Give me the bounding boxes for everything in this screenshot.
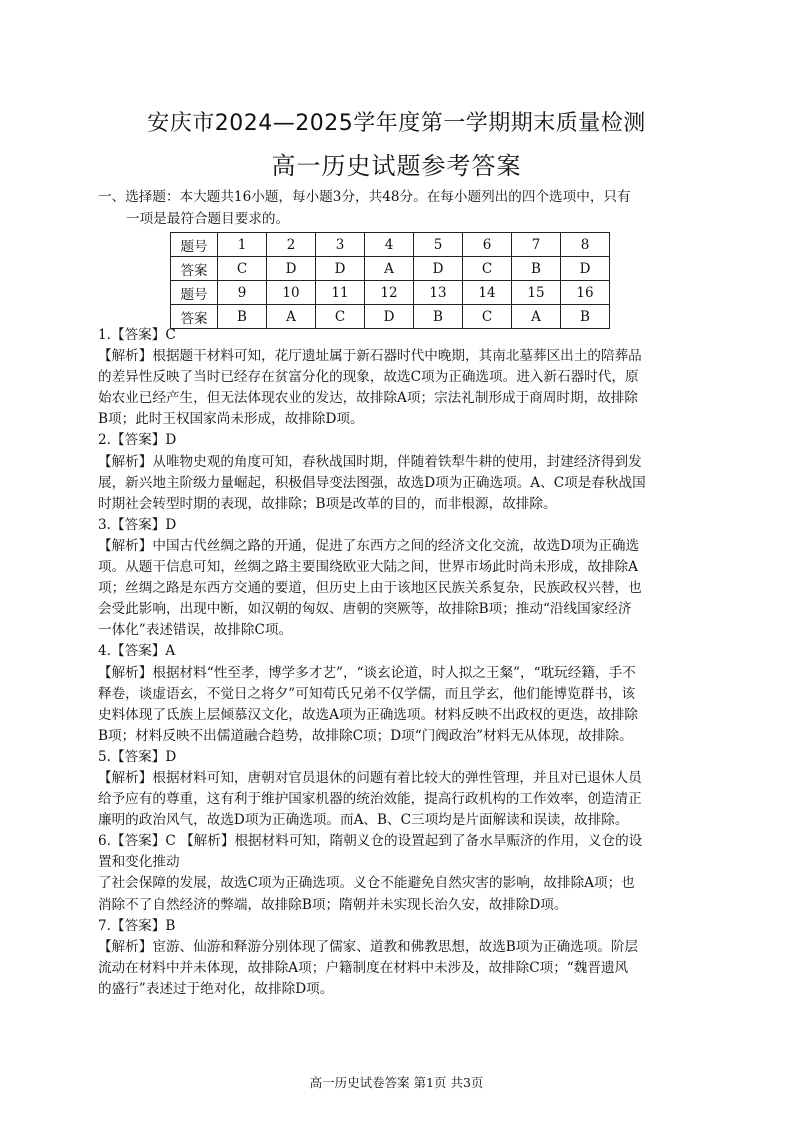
table-cell: 8 xyxy=(561,233,610,257)
text-line: 了社会保障的发展，故选C项为正确选项。义仓不能避免自然灾害的影响，故排除A项；也 xyxy=(98,875,635,892)
table-cell: A xyxy=(365,257,414,281)
text-line: 6.【答案】C 【解析】根据材料可知，隋朝义仓的设置起到了备水旱赈济的作用，义仓的设 xyxy=(98,833,643,850)
text-line: 给予应有的尊重，这有利于维护国家机器的统治效能，提高行政机构的工作效率，创造清正 xyxy=(98,791,642,808)
table-cell: 16 xyxy=(561,281,610,305)
section-intro-line: 一项是最符合题目要求的。 xyxy=(126,211,290,227)
text-line: 时期社会转型时期的表现，故排除；B项是改革的目的，而非根源，故排除。 xyxy=(98,495,557,512)
text-line: B项；材料反映不出儒道融合趋势，故排除C项；D项“门阀政治”材料无从体现，故排除。 xyxy=(98,727,633,744)
table-cell: D xyxy=(267,257,316,281)
table-row-header: 答案 xyxy=(171,305,218,329)
text-line: 2.【答案】D xyxy=(98,432,177,449)
document-subtitle: 高一历史试题参考答案 xyxy=(271,152,522,180)
table-cell: 13 xyxy=(414,281,463,305)
table-row xyxy=(171,257,610,281)
section-intro-line: 一、选择题：本大题共16小题，每小题3分，共48分。在每小题列出的四个选项中，只有 xyxy=(98,189,631,205)
document-title: 安庆市2024—2025学年度第一学期期末质量检测 xyxy=(147,111,646,136)
table-cell: D xyxy=(316,257,365,281)
table-cell: 2 xyxy=(267,233,316,257)
page-footer: 高一历史试卷答案 第1页 共3页 xyxy=(309,1075,484,1090)
text-line: 【解析】根据题干材料可知，花厅遗址属于新石器时代中晚期，其南北墓葬区出土的陪葬品 xyxy=(98,348,642,365)
text-line: 廉明的政治风气，故选D项为正确选项。而A、B、C三项均是片面解读和误读，故排除。 xyxy=(98,812,629,829)
table-cell: C xyxy=(463,257,512,281)
text-line: 的盛行”表述过于绝对化，故排除D项。 xyxy=(98,980,334,997)
table-cell: B xyxy=(561,305,610,329)
answer-table xyxy=(170,232,610,329)
table-cell: 10 xyxy=(267,281,316,305)
table-cell: B xyxy=(218,305,267,329)
table-row-header: 题号 xyxy=(171,233,218,257)
table-cell: 9 xyxy=(218,281,267,305)
text-line: 一体化”表述错误，故排除C项。 xyxy=(98,622,293,639)
table-row-header: 题号 xyxy=(171,281,218,305)
text-line: 7.【答案】B xyxy=(98,917,176,934)
table-cell: D xyxy=(561,257,610,281)
table-cell: C xyxy=(218,257,267,281)
table-cell: 3 xyxy=(316,233,365,257)
text-line: 置和变化推动 xyxy=(98,854,180,871)
table-cell: D xyxy=(365,305,414,329)
text-line: 1.【答案】C xyxy=(98,327,176,343)
table-cell: 15 xyxy=(512,281,561,305)
table-cell: B xyxy=(512,257,561,281)
text-line: 项；丝绸之路是东西方交通的要道，但历史上由于该地区民族关系复杂，民族政权兴替，也 xyxy=(98,580,642,597)
text-line: 【解析】根据材料可知，唐朝对官员退休的问题有着比较大的弹性管理，并且对已退休人员 xyxy=(98,769,642,786)
text-line: B项；此时王权国家尚未形成，故排除D项。 xyxy=(98,411,364,428)
text-line: 【解析】宦游、仙游和释游分别体现了儒家、道教和佛教思想，故选B项为正确选项。阶层 xyxy=(98,938,639,955)
table-row xyxy=(171,281,610,305)
text-line: 4.【答案】A xyxy=(98,643,176,660)
text-line: 项。从题干信息可知，丝绸之路主要围绕欧亚大陆之间，世界市场此时尚未形成，故排除A xyxy=(98,559,638,576)
table-cell: 12 xyxy=(365,281,414,305)
table-cell: A xyxy=(512,305,561,329)
table-cell: A xyxy=(267,305,316,329)
table-cell: D xyxy=(414,257,463,281)
text-line: 的差异性反映了当时已经存在贫富分化的现象，故选C项为正确选项。进入新石器时代，原 xyxy=(98,369,639,386)
table-row-header: 答案 xyxy=(171,257,218,281)
table-row xyxy=(171,233,610,257)
text-line: 【解析】根据材料“性至孝，博学多才艺”，“谈玄论道，时人拟之王粲”，“耽玩经籍，手不 xyxy=(98,664,636,681)
text-line: 释卷，谈虚语玄，不觉日之将夕”可知荀氏兄弟不仅学儒，而且学玄，他们能博览群书，该 xyxy=(98,685,636,702)
text-line: 会受此影响，出现中断，如汉朝的匈奴、唐朝的突厥等，故排除B项；推动“沿线国家经济 xyxy=(98,601,632,618)
text-line: 始农业已经产生，但无法体现农业的发达，故排除A项；宗法礼制形成于商周时期，故排除 xyxy=(98,390,638,407)
text-line: 展，新兴地主阶级力量崛起，积极倡导变法图强，故选D项为正确选项。A、C项是春秋战国 xyxy=(98,474,646,491)
table-cell: 5 xyxy=(414,233,463,257)
table-cell: 1 xyxy=(218,233,267,257)
text-line: 流动在材料中并未体现，故排除A项；户籍制度在材料中未涉及，故排除C项；“魏晋遗风 xyxy=(98,959,629,976)
table-cell: C xyxy=(316,305,365,329)
section-intro xyxy=(98,186,698,230)
text-line: 史料体现了氐族上层倾慕汉文化，故选A项为正确选项。材料反映不出政权的更迭，故排除 xyxy=(98,706,638,723)
table-cell: C xyxy=(463,305,512,329)
table-cell: 11 xyxy=(316,281,365,305)
answer-explanations xyxy=(98,325,698,1000)
text-line: 3.【答案】D xyxy=(98,516,177,533)
text-line: 【解析】中国古代丝绸之路的开通，促进了东西方之间的经济文化交流，故选D项为正确选 xyxy=(98,537,640,554)
text-line: 消除不了自然经济的弊端，故排除B项；隋朝并未实现长治久安，故排除D项。 xyxy=(98,896,568,913)
table-cell: 6 xyxy=(463,233,512,257)
text-line: 5.【答案】D xyxy=(98,748,177,765)
table-cell: B xyxy=(414,305,463,329)
table-cell: 7 xyxy=(512,233,561,257)
table-cell: 4 xyxy=(365,233,414,257)
text-line: 【解析】从唯物史观的角度可知，春秋战国时期，伴随着铁犁牛耕的使用，封建经济得到发 xyxy=(98,453,642,470)
table-cell: 14 xyxy=(463,281,512,305)
